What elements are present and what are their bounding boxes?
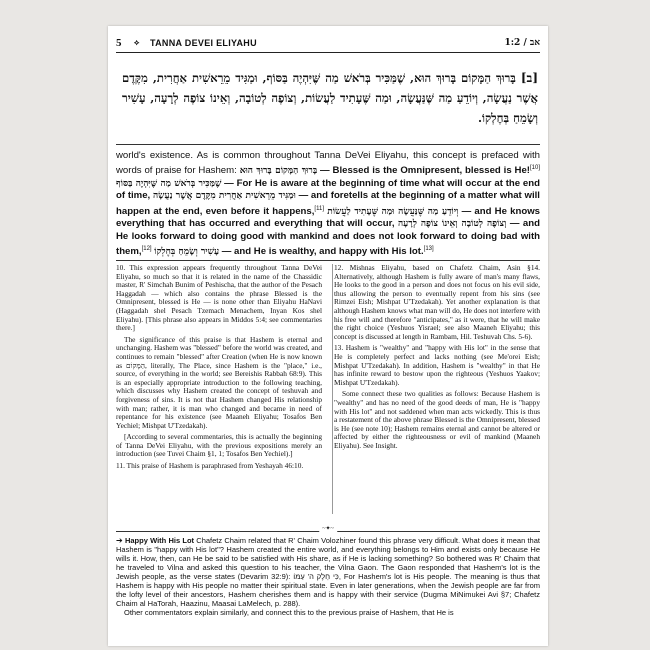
section-rule [116,144,540,145]
page-number: 5 [116,37,122,49]
hebrew-text: בָּרוּךְ הַמָּקוֹם בָּרוּךְ הוּא, שֶׁמַּכִּיר בְּרֹאשׁ מַה שֶּׁיִּהְיֶה בַּסּוֹף, וּמַגִּיד מֵרֵאשִׁית אַחֲרִית, מִקֶּדֶם אֲשֶׁר נַעֲשָׂה, וְיוֹדֵעַ מַה שֶּׁנַּעֲשָׂה, וּמַה שֶּׁעָתִיד לַעֲשׂוֹת, וְצוֹפֶה לְטוֹבָה, וְאֵינוֹ צוֹפֶה לְרָעָה, עָשִׁיר וְשָׂמֵחַ בְּחֶלְקוֹ. [122,71,538,125]
translation-bold: — and He looks forward to doing good with mankind and does not look forward to doing bad with them, [116,218,540,258]
notes-column-right [334,264,540,453]
running-title: TANNA DEVEI ELIYAHU [150,38,257,48]
translation-bold: — and He is wealthy, and happy with His lot. [219,246,424,258]
footnote: The significance of this praise is that Hashem is eternal and unchanging. Hashem was "blessed" before the world was created, and continues to remain "blessed" after Creation (when He is now known as הַמָּקוֹם, literally, The Place, since Hashem is the "place," i.e., source, of everything in the world; see Bereishis Rabbah 68:9). This is an especially appropriate introduction to the following teaching, which discusses why Hashem created the concept of teshuvah and forgiveness of sins. It is not that Hashem changed His relationship with man; rather, it is man who changed and became in need of repentance for his existence (see Maaneh Eliyahu; Tosafos Ben Yechiel; Mishpat U'Tzedakah). [116,334,322,430]
hebrew-phrase: וְיוֹדֵעַ מַה שֶּׁנַּעֲשָׂה וּמַה שֶּׁעָתִיד לַעֲשׂוֹת [327,207,459,217]
insight-arrow-icon: ➔ [116,536,123,545]
footnote-ref: [12] [141,246,152,253]
footnote: [According to several commentaries, this is actually the beginning of Tanna DeVei Eliyahu, with the previous expositions merely an introduction (see Tuvei Chaim §1, 1; Tosafos Ben Yechiel).] [116,432,322,459]
column-divider [332,264,333,514]
insight-heading: Happy With His Lot [124,536,195,545]
footnote-ref: [13] [423,246,434,253]
translation-bold: — and foretells at the beginning of a matter what will happen at the end, even before it happens, [116,190,540,217]
notes-column-left [116,264,322,474]
translation-paragraph [116,150,540,259]
divider-ornament-icon: ~✦~ [319,525,337,532]
translation-bold: — and He knows everything that has occurred and everything that will occur, [116,206,540,230]
hebrew-phrase: שֶׁמַּכִּיר בְּרֹאשׁ מַה שֶּׁיִּהְיֶה בַּסּוֹף [116,179,222,189]
translation-bold: — For He is aware at the beginning of time what will occur at the end of time, [116,178,540,202]
translation-bold: — Blessed is the Omnipresent, blessed is He! [317,165,530,177]
footnote-ref: [10] [529,165,540,172]
ornamental-divider [116,528,540,534]
footnote: Some connect these two qualities as follows: Because Hashem is "wealthy" and has no need of the good deeds of man, He is "happy with His lot" and not saddened when man acts wickedly. This is thus a restatement of the above phrase Blessed is the Omnipresent, blessed is He (see note 10); Hashem remains eternal and cannot be altered or affected by either the righteousness or evil of mankind (Maaneh Eliyahu). See Insight. [334,389,540,450]
hebrew-phrase: וּמַגִּיד מֵרֵאשִׁית אַחֲרִית מִקֶּדֶם אֲשֶׁר נַעֲשָׂה [152,191,296,202]
footnote: 11. This praise of Hashem is paraphrased from Yeshayah 46:10. [116,461,304,471]
insight-box [116,536,540,617]
book-page [108,26,548,646]
hebrew-phrase: בָּרוּךְ הַמָּקוֹם בָּרוּךְ הוּא [239,166,318,177]
section-marker: [ב] [520,71,538,85]
footnote: 10. This expression appears frequently throughout Tanna DeVei Eliyahu, so much so that it is related in the name of the Chassidic master, R' Simchah Bunim of Peshischa, that the author of the Pesach Haggadah — which also contains the phrase Blessed is the Omnipresent, blessed is He — is none other than Eliyahu HaNavi (Haggadah shel Pesach Tzemach Menachem, Inyan Kos shel Eliyahu). [This phrase also appears in Middos 5:4; see commentaries there.] [116,263,322,333]
footnote: 12. Mishnas Eliyahu, based on Chafetz Chaim, Asin §14. Alternatively, although Hashem is fully aware of man's many flaws, He looks to the good in a person and does not focus on his evil side, thus allowing the person to eventually repent from his sins (see Rimzei Eish; Mishpat U'Tzedakah). Yet another explanation is that although Hashem knows what man will do, He does not interfere with his free will and therefore "anticipates," as it were, that he will make the right choice (Yeshuos Yisrael; see also Maaneh Eliyahu; this concept is discussed at length in Rambam, Hil. Teshuvah Chs. 5-6). [334,263,540,341]
hebrew-phrase: וְצוֹפֶה לְטוֹבָה וְאֵינוֹ צוֹפֶה לְרָעָה [398,219,507,230]
page-header [116,36,540,53]
header-ornament-icon: ⟡ [134,38,140,47]
insight-text: Chafetz Chaim related that R' Chaim Volozhiner found this phrase very difficult. What does it mean that Hashem is "happy with His lot"? Hashem created the entire world, and everything belongs to Him and exists only because He wills it. How, then, can He be said to be satisfied with His share, as if He is lacking something? So bothered was R' Chaim that he traveled to Vilna and asked this question to his teacher, the Vilna Gaon. The Gaon responded that Hashem's lot is the Jewish people, as the verse states (Devarim 32:9): כִּי חֵלֶק ה' עַמּוֹ, For Hashem's lot is His people. The meaning is thus that Hashem is happy with His people no matter their spiritual state. Even in later generations, when the Jewish people are far from the lofty level of their ancestors, Hashem cherishes them and is happy with their service (Dugma MiNimukei Avi §7; Chafetz Chaim al HaTorah, Haazinu, Maasai LaMelech, p. 288). [116,536,540,608]
notes-rule [116,260,540,261]
chapter-reference: אב / 1:2 [504,38,540,48]
footnotes-section [116,264,540,522]
translation-block [116,150,540,259]
insight-paragraph [116,536,540,608]
hebrew-phrase: עָשִׁיר וְשָׂמֵחַ בְּחֶלְקוֹ [154,247,220,258]
footnote-ref: [11] [314,205,324,212]
hebrew-text-block [122,68,538,128]
translation-text: world's existence. As is common throughout Tanna DeVei Eliyahu, this concept is prefaced with words of praise for Hashem: [116,150,540,177]
footnote: 13. Hashem is "wealthy" and "happy with His lot" in the sense that He is completely perfect and lacks nothing (see Me'orei Eish; Mishpat U'Tzedakah). In addition, Hashem is "wealthy" in that He has infinite reward to bestow upon the righteous (Yeshuos Yaakov; Mishpat U'Tzedakah). [334,343,540,387]
insight-paragraph: Other commentators explain similarly, and connect this to the previous praise of Hashem, that He is [124,608,454,617]
